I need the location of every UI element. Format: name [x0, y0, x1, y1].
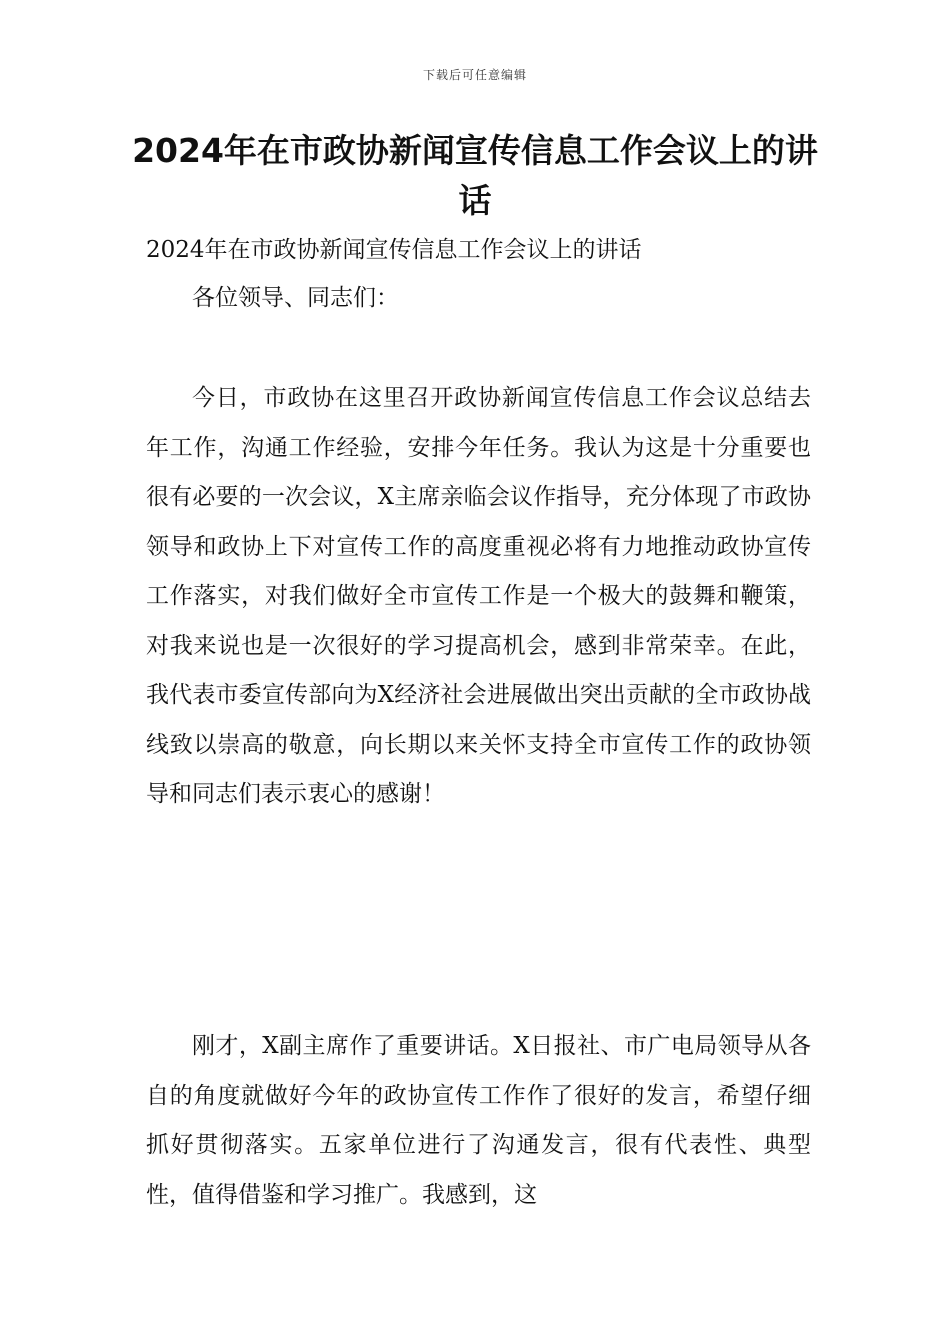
paragraph-2: 刚才，X副主席作了重要讲话。X日报社、市广电局领导从各自的角度就做好今年的政协宣传工作作了很好的发言，希望仔细抓好贯彻落实。五家单位进行了沟通发言，很有代表性、典型性，值得借鉴和学习推广。我感到，这: [146, 1033, 811, 1208]
document-title: 2024年在市政协新闻宣传信息工作会议上的讲话: [132, 131, 818, 220]
paragraph-1: 今日，市政协在这里召开政协新闻宣传信息工作会议总结去年工作，沟通工作经验，安排今年任务。我认为这是十分重要也很有必要的一次会议，X主席亲临会议作指导，充分体现了市政协领导和政协上下对宣传工作的高度重视必将有力地推动政协宣传工作落实，对我们做好全市宣传工作是一个极大的鼓舞和鞭策，对我来说也是一次很好的学习提高机会，感到非常荣幸。在此，我代表市委宣传部向为X经济社会进展做出突出贡献的全市政协战线致以崇高的敬意，向长期以来关怀支持全市宣传工作的政协领导和同志们表示衷心的感谢！: [146, 385, 811, 807]
salutation: 各位领导、同志们：: [192, 285, 399, 311]
header-note: 下载后可任意编辑: [422, 68, 527, 82]
document-subtitle: 2024年在市政协新闻宣传信息工作会议上的讲话: [146, 237, 642, 263]
